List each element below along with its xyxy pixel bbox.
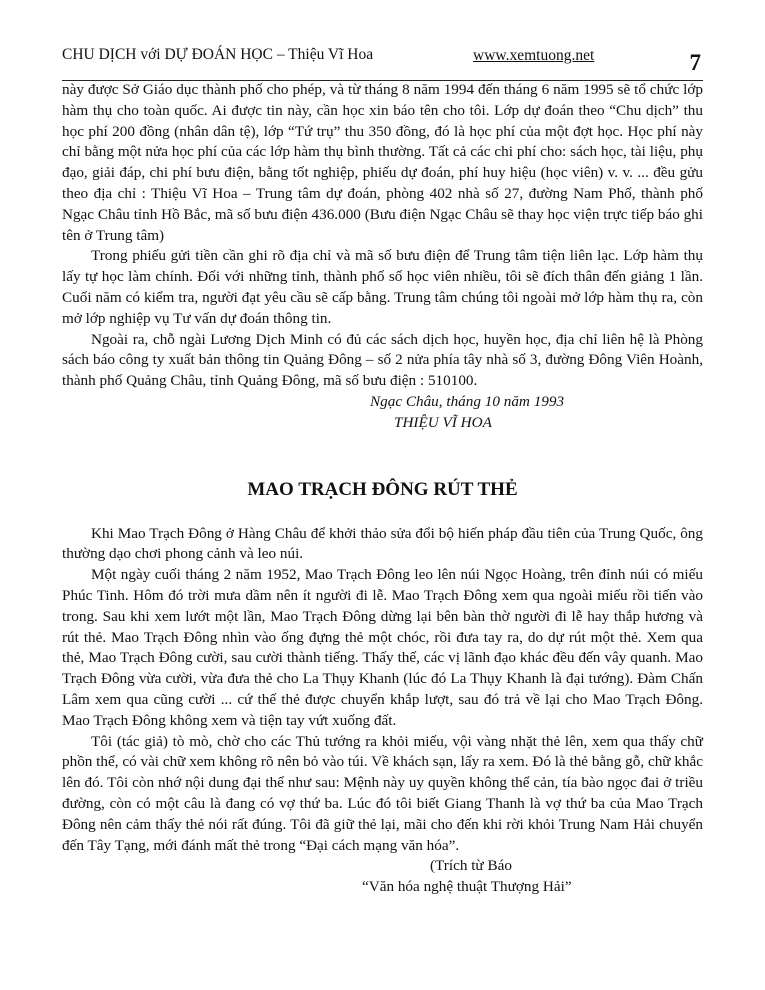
article-paragraph-3: Tôi (tác giả) tò mò, chờ cho các Thủ tướng ra khỏi miếu, vội vàng nhặt thẻ lên, xem qua thấy chữ phồn thể, có vài chữ xem không rõ nên bỏ vào túi. Về khách sạn, lấy ra xem. Đó là thẻ bằng gỗ, chữ khắc lên đó. Tôi còn nhớ nội dung đại thể như sau: Mệnh này uy quyền không thể cản, tía bào ngọc đai ở triều đường, còn có một câu là đang có vợ thứ ba. Lúc đó tôi biết Giang Thanh là vợ thứ ba của Mao Trạch Đông nên cảm thấy thẻ nói rất đúng. Tôi đã giữ thẻ lại, mãi cho đến khi rời khỏi Trung Nam Hải chuyển đến Tây Tạng, mới đánh mất thẻ trong “Đại cách mạng văn hóa”. [62,732,703,854]
source-note-line-2: “Văn hóa nghệ thuật Thượng Hải” [362,878,572,896]
header-book-title: CHU DỊCH với DỰ ĐOÁN HỌC – Thiệu Vĩ Hoa [62,46,374,63]
source-note-line-1: (Trích từ Báo [430,857,512,875]
intro-paragraph-2: Trong phiếu gửi tiền cần ghi rõ địa chỉ và mã số bưu điện để Trung tâm tiện liên lạc. Lớp hàm thụ lấy tự học làm chính. Đối với những tỉnh, thành phố số học viên nhiều, tôi sẽ đích thân đến giảng 1 lần. Cuối năm có kiểm tra, người đạt yêu cầu sẽ cấp bằng. Trung tâm chúng tôi ngoài mở lớp hàm thụ ra, còn mở lớp nghiệp vụ Tư vấn dự đoán thông tin. [62,247,703,327]
header-website-link[interactable]: www.xemtuong.net [473,47,595,64]
article-paragraph-2: Một ngày cuối tháng 2 năm 1952, Mao Trạch Đông leo lên núi Ngọc Hoàng, trên đỉnh núi có miếu Phúc Tinh. Hôm đó trời mưa dầm nên ít người đi lễ. Mao Trạch Đông xem qua ngoài miếu rồi tiến vào trong. Sau khi xem lướt một lần, Mao Trạch Đông dừng lại bên bàn thờ người đi lễ hay thắp hương và rút thẻ. Mao Trạch Đông nhìn vào ống đựng thẻ một chóc, rồi đưa tay ra, do dự rút một thẻ. Xem qua thẻ, Mao Trạch Đông cười, sau cười thành tiếng. Thấy thế, các vị lãnh đạo khác đều đến vây quanh. Mao Trạch Đông vừa cười, vừa đưa thẻ cho La Thụy Khanh (lúc đó La Thụy Khanh là đại tướng). Đàm Chấn Lâm xem qua cũng cười ... cứ thế thẻ được chuyển khắp lượt, sau đó trả về lại cho Mao Trạch Đông. Mao Trạch Đông không xem và tiện tay vứt xuống đất. [62,566,703,729]
place-date: Ngạc Châu, tháng 10 năm 1993 [370,392,565,410]
page-header [62,46,703,81]
page-body [62,80,703,898]
article-paragraph-1: Khi Mao Trạch Đông ở Hàng Châu để khởi thảo sửa đổi bộ hiến pháp đầu tiên của Trung Quốc, ông thường dạo chơi phong cảnh và leo núi. [62,524,703,563]
author-signature: THIỆU VĨ HOA [394,413,492,431]
intro-paragraph-3: Ngoài ra, chỗ ngài Lương Dịch Minh có đủ các sách dịch học, huyền học, địa chỉ liên hệ là Phòng sách báo công ty xuất bản thông tin Quảng Đông – số 2 nửa phía tây nhà số 3, đường Đông Viên Hoành, thành phố Quảng Châu, tỉnh Quảng Đông, mã số bưu điện : 510100. [62,330,703,390]
article-title: MAO TRẠCH ĐÔNG RÚT THẺ [247,478,518,500]
page-number: 7 [689,50,701,75]
intro-paragraph-1: này được Sở Giáo dục thành phố cho phép, và từ tháng 8 năm 1994 đến tháng 6 năm 1995 sẽ tổ chức lớp hàm thụ cho toàn quốc. Ai được tin này, cần học xin báo tên cho tôi. Lớp dự đoán theo “Chu dịch” thu học phí 200 đồng (nhân dân tệ), lớp “Tứ trụ” thu 350 đồng, đó là học phí của một đợt học. Học phí này chỉ bằng một nửa học phí của các lớp hàm thụ bình thường. Tất cả các chi phí cho: sách học, tài liệu, phụ đạo, giải đáp, chi phí bưu điện, bằng tốt nghiệp, phiếu dự đoán, phí huy hiệu (học viên) v. v. ... đều gửu theo địa chỉ : Thiệu Vĩ Hoa – Trung tâm dự đoán, phòng 402 nhà số 27, đường Nam Phố, thành phố Ngạc Châu tỉnh Hồ Bắc, mã số bưu điện 436.000 (Bưu điện Ngạc Châu sẽ thay học viện trực tiếp báo ghi tên ở Trung tâm) [62,81,703,244]
